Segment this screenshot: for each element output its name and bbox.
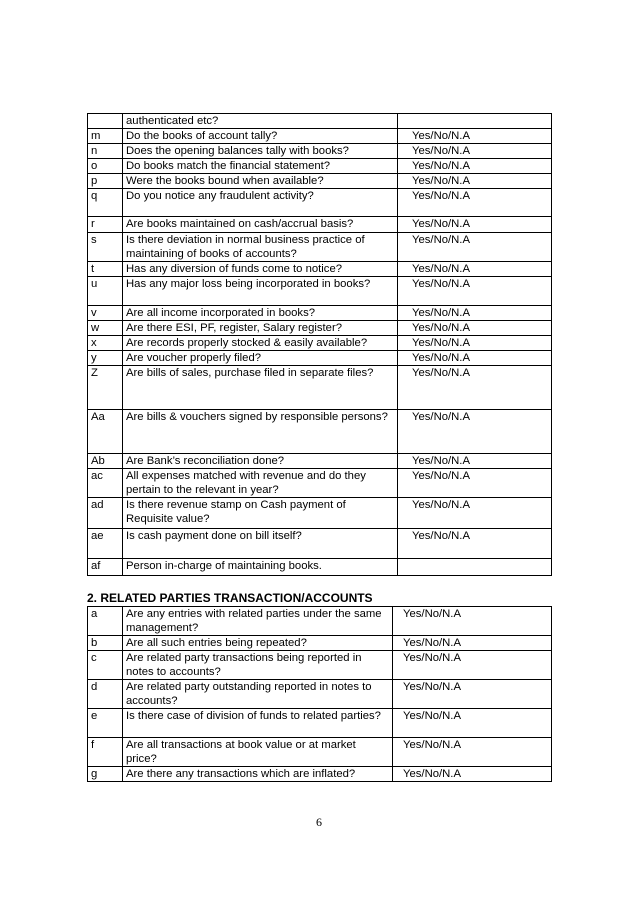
item-question: Are related party transactions being reported in notes to accounts? (123, 651, 393, 680)
item-question: Are related party outstanding reported in notes to accounts? (123, 680, 393, 709)
item-letter: y (88, 351, 123, 366)
item-answer: Yes/No/N.A (393, 738, 552, 767)
item-letter: s (88, 233, 123, 262)
item-question: Is there revenue stamp on Cash payment of Requisite value? (123, 498, 398, 529)
item-question: Are any entries with related parties under the same management? (123, 607, 393, 636)
item-answer: Yes/No/N.A (393, 767, 552, 782)
item-question: Are Bank’s reconciliation done? (123, 454, 398, 469)
table-row (88, 454, 552, 469)
item-question: Is there deviation in normal business practice of maintaining of books of accounts? (123, 233, 398, 262)
item-letter: c (88, 651, 123, 680)
item-letter: m (88, 129, 123, 144)
item-answer: Yes/No/N.A (398, 410, 552, 454)
item-letter: Z (88, 366, 123, 410)
table-row (88, 114, 552, 129)
table-row (88, 174, 552, 189)
table-row (88, 321, 552, 336)
item-letter: ae (88, 529, 123, 559)
item-answer: Yes/No/N.A (393, 636, 552, 651)
item-answer: Yes/No/N.A (398, 321, 552, 336)
item-question: Are there ESI, PF, register, Salary register? (123, 321, 398, 336)
table-row (88, 767, 552, 782)
item-letter (88, 114, 123, 129)
item-question: Are voucher properly filed? (123, 351, 398, 366)
table-row (88, 233, 552, 262)
item-question: Do books match the financial statement? (123, 159, 398, 174)
item-question: Person in-charge of maintaining books. (123, 559, 398, 576)
item-question: Has any major loss being incorporated in books? (123, 277, 398, 306)
item-question: All expenses matched with revenue and do they pertain to the relevant in year? (123, 469, 398, 498)
table-row (88, 366, 552, 410)
item-letter: a (88, 607, 123, 636)
item-answer (398, 114, 552, 129)
table-row (88, 651, 552, 680)
section-heading: 2. RELATED PARTIES TRANSACTION/ACCOUNTS (87, 591, 373, 605)
item-question: authenticated etc? (123, 114, 398, 129)
item-letter: g (88, 767, 123, 782)
table-row (88, 336, 552, 351)
item-question: Has any diversion of funds come to notice? (123, 262, 398, 277)
table-row (88, 709, 552, 738)
item-answer: Yes/No/N.A (398, 469, 552, 498)
item-answer: Yes/No/N.A (398, 351, 552, 366)
item-question: Are bills & vouchers signed by responsible persons? (123, 410, 398, 454)
item-answer: Yes/No/N.A (398, 529, 552, 559)
table-row (88, 189, 552, 217)
item-answer: Yes/No/N.A (398, 217, 552, 233)
item-letter: ac (88, 469, 123, 498)
item-answer: Yes/No/N.A (393, 709, 552, 738)
item-letter: e (88, 709, 123, 738)
table-row (88, 277, 552, 306)
item-answer: Yes/No/N.A (398, 454, 552, 469)
item-answer: Yes/No/N.A (398, 366, 552, 410)
item-letter: f (88, 738, 123, 767)
item-letter: p (88, 174, 123, 189)
item-answer: Yes/No/N.A (398, 159, 552, 174)
page-number: 6 (316, 815, 322, 829)
item-question: Are bills of sales, purchase filed in separate files? (123, 366, 398, 410)
table-row (88, 262, 552, 277)
table-row (88, 410, 552, 454)
table-row (88, 306, 552, 321)
item-question: Are all such entries being repeated? (123, 636, 393, 651)
item-answer: Yes/No/N.A (393, 680, 552, 709)
item-answer: Yes/No/N.A (398, 129, 552, 144)
item-question: Do the books of account tally? (123, 129, 398, 144)
table-row (88, 144, 552, 159)
item-answer: Yes/No/N.A (398, 262, 552, 277)
item-letter: ad (88, 498, 123, 529)
item-letter: x (88, 336, 123, 351)
item-question: Are books maintained on cash/accrual basis? (123, 217, 398, 233)
item-letter: n (88, 144, 123, 159)
table-row (88, 636, 552, 651)
item-answer: Yes/No/N.A (398, 233, 552, 262)
item-answer: Yes/No/N.A (398, 174, 552, 189)
item-answer: Yes/No/N.A (398, 336, 552, 351)
table-row (88, 680, 552, 709)
item-question: Were the books bound when available? (123, 174, 398, 189)
item-question: Does the opening balances tally with books? (123, 144, 398, 159)
books-checklist-table (87, 113, 552, 576)
item-answer: Yes/No/N.A (393, 651, 552, 680)
table-row (88, 159, 552, 174)
item-letter: r (88, 217, 123, 233)
item-answer: Yes/No/N.A (398, 277, 552, 306)
item-letter: v (88, 306, 123, 321)
item-answer: Yes/No/N.A (398, 144, 552, 159)
table-row (88, 129, 552, 144)
item-letter: Ab (88, 454, 123, 469)
item-answer: Yes/No/N.A (393, 607, 552, 636)
table-row (88, 738, 552, 767)
item-answer: Yes/No/N.A (398, 189, 552, 217)
item-answer (398, 559, 552, 576)
item-letter: w (88, 321, 123, 336)
item-letter: d (88, 680, 123, 709)
item-question: Are all income incorporated in books? (123, 306, 398, 321)
item-answer: Yes/No/N.A (398, 306, 552, 321)
item-question: Are records properly stocked & easily available? (123, 336, 398, 351)
table-row (88, 607, 552, 636)
item-letter: t (88, 262, 123, 277)
item-question: Is there case of division of funds to related parties? (123, 709, 393, 738)
item-question: Is cash payment done on bill itself? (123, 529, 398, 559)
table-row (88, 559, 552, 576)
item-letter: b (88, 636, 123, 651)
item-question: Are there any transactions which are inflated? (123, 767, 393, 782)
table-row (88, 217, 552, 233)
item-letter: u (88, 277, 123, 306)
item-question: Are all transactions at book value or at market price? (123, 738, 393, 767)
table-row (88, 351, 552, 366)
table-row (88, 498, 552, 529)
related-parties-table (87, 606, 552, 782)
table-row (88, 529, 552, 559)
item-letter: Aa (88, 410, 123, 454)
item-question: Do you notice any fraudulent activity? (123, 189, 398, 217)
item-letter: af (88, 559, 123, 576)
item-letter: o (88, 159, 123, 174)
item-answer: Yes/No/N.A (398, 498, 552, 529)
item-letter: q (88, 189, 123, 217)
table-row (88, 469, 552, 498)
